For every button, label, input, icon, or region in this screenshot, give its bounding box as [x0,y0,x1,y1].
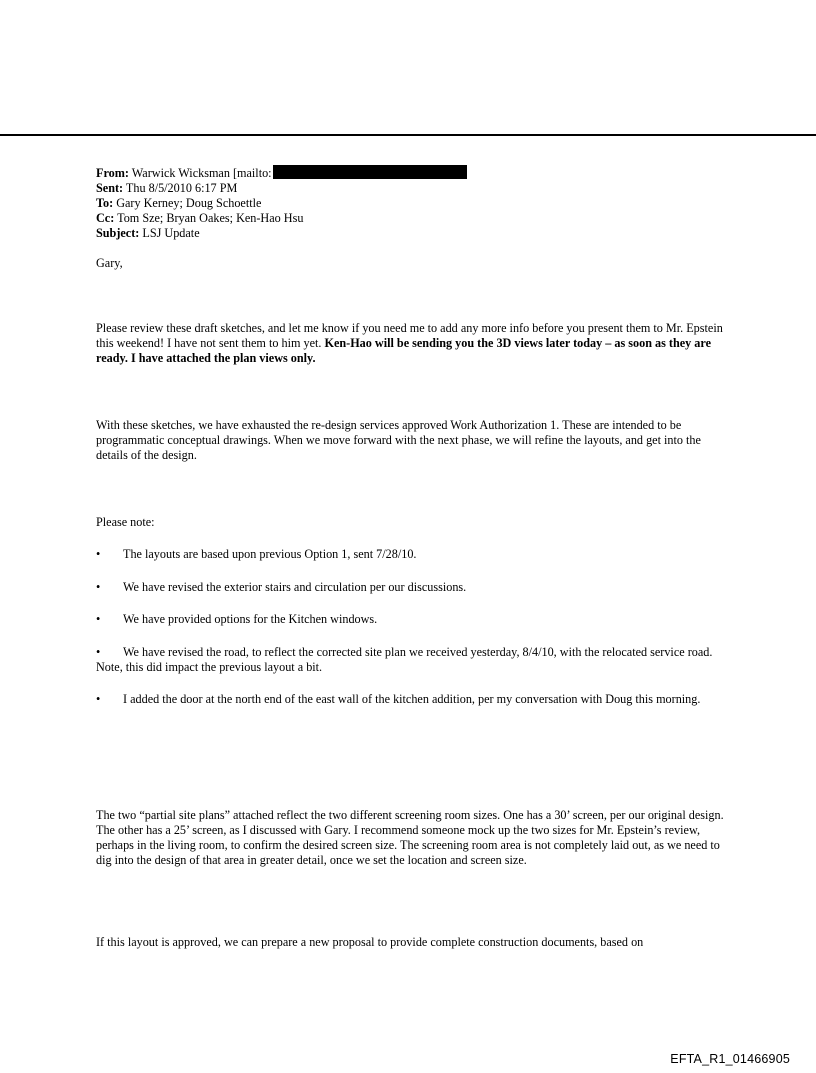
list-item [96,645,728,675]
from-value: Warwick Wicksman [mailto: [131,166,272,180]
bullet-icon: • [96,612,101,626]
cc-line [96,211,736,226]
paragraph-sketches: With these sketches, we have exhausted the re-design services approved Work Authorization 1. These are intended to be programmatic conceptual drawings. When we move forward with the next phase, we will refine the layouts, and get into the details of the design. [96,418,701,462]
subject-value: LSJ Update [142,226,200,240]
paragraph-review-text: Please review these draft sketches, and let me know if you need me to add any more info before you present them to Mr. Epstein this weekend! I have not sent them to him yet. [96,321,723,350]
sent-line [96,181,736,196]
from-label: From: [96,166,129,180]
document-id: EFTA_R1_01466905 [670,1052,790,1066]
cc-label: Cc: [96,211,115,225]
bullet-icon: • [96,580,101,594]
bullet-icon: • [96,547,101,561]
to-label: To: [96,196,114,210]
list-item [96,580,728,595]
list-item-text: We have revised the road, to reflect the corrected site plan we received yesterday, 8/4/10, with the relocated service road. Note, this did impact the previous layout a bit. [96,645,713,674]
subject-line [96,226,736,241]
subject-label: Subject: [96,226,140,240]
email-header [96,165,736,241]
bullet-icon: • [96,692,101,706]
paragraph-review-bold: Ken-Hao will be sending you the 3D views later today – as soon as they are ready. I have attached the plan views only. [96,336,711,365]
sent-value: Thu 8/5/2010 6:17 PM [125,181,238,195]
to-line [96,196,736,211]
sent-label: Sent: [96,181,124,195]
list-item [96,547,728,562]
cc-value: Tom Sze; Bryan Oakes; Ken-Hao Hsu [117,211,304,225]
paragraph-review [96,321,728,366]
list-item-text: I added the door at the north end of the east wall of the kitchen addition, per my conversation with Doug this morning. [123,692,701,706]
paragraph-site-plans: The two “partial site plans” attached reflect the two different screening room sizes. One has a 30’ screen, per our original design. The other has a 25’ screen, as I discussed with Gary. I recommend someone mock up the two sizes for Mr. Epstein’s review, perhaps in the living room, to confirm the desired screen size. The screening room area is not completely laid out, as we need to dig into the design of that area in greater detail, once we set the location and screen size. [96,808,724,867]
from-line [96,165,736,181]
bullet-icon: • [96,645,101,659]
list-item [96,692,728,707]
paragraph-proposal: If this layout is approved, we can prepare a new proposal to provide complete construction documents, based on [96,935,644,949]
list-item-text: We have provided options for the Kitchen windows. [123,612,378,626]
list-item-text: The layouts are based upon previous Option 1, sent 7/28/10. [123,547,417,561]
note-heading: Please note: [96,515,155,529]
header-divider [0,134,816,136]
list-item [96,612,728,627]
list-item-text: We have revised the exterior stairs and circulation per our discussions. [123,580,467,594]
greeting: Gary, [96,256,123,270]
to-value: Gary Kerney; Doug Schoettle [116,196,262,210]
redaction-bar [273,165,467,179]
